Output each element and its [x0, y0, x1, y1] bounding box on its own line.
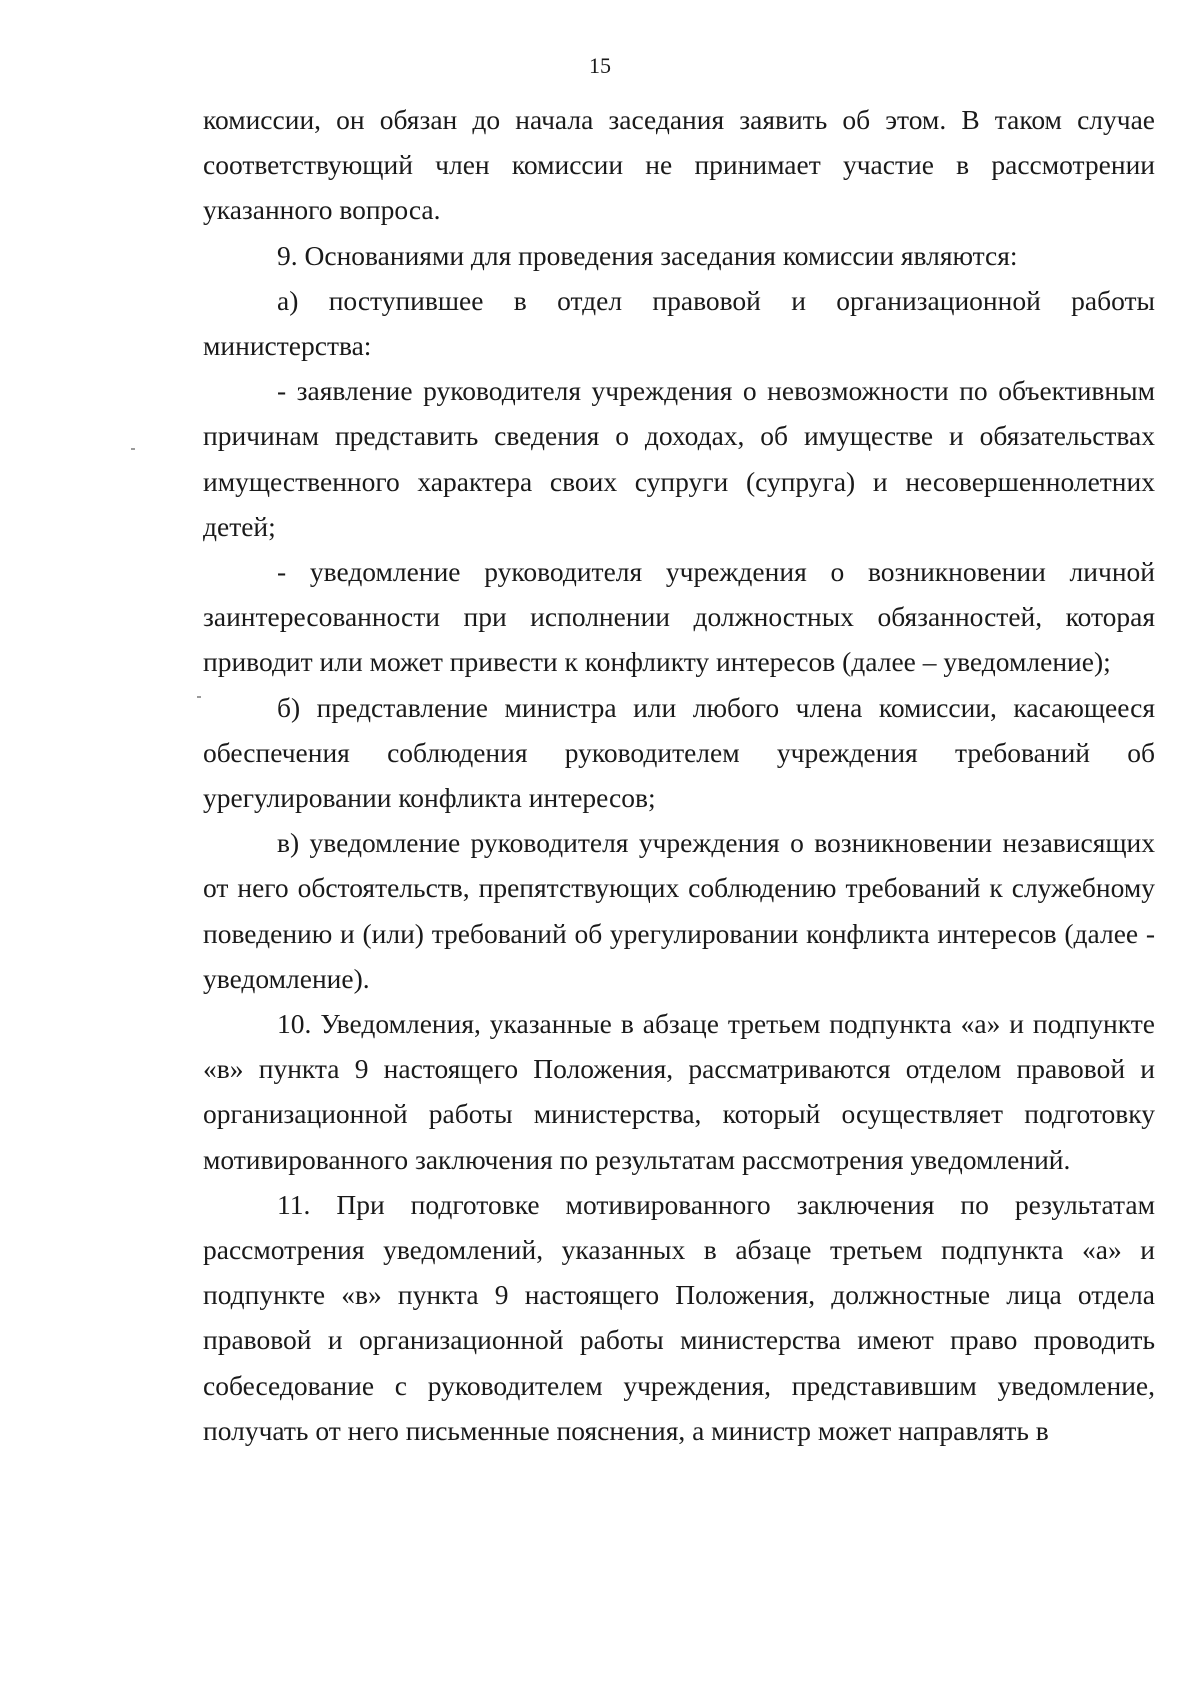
paragraph-item-9a: а) поступившее в отдел правовой и организационной работы министерства: [203, 284, 1155, 362]
paragraph-item-9a-notification: - уведомление руководителя учреждения о возникновении личной заинтересованности при исполнении должностных обязанностей, которая приводит или может привести к конфликту интересов (далее – уведомление); [203, 556, 1155, 678]
scan-speck [197, 696, 201, 698]
paragraph-item-9v: в) уведомление руководителя учреждения о возникновении независящих от него обстоятельств, препятствующих соблюдению требований к служебному поведению и (или) требований об урегулировании конфликта интересов (далее - уведомление). [203, 827, 1155, 994]
page-number: 15 [589, 53, 611, 78]
document-body [203, 97, 1155, 1453]
scan-speck [131, 448, 135, 450]
paragraph-item-10: 10. Уведомления, указанные в абзаце третьем подпункта «а» и подпункте «в» пункта 9 настоящего Положения, рассматриваются отделом правовой и организационной работы министерства, который осуществляет подготовку мотивированного заключения по результатам рассмотрения уведомлений. [203, 1008, 1155, 1175]
paragraph-item-11: 11. При подготовке мотивированного заключения по результатам рассмотрения уведомлений, указанных в абзаце третьем подпункта «а» и подпункте «в» пункта 9 настоящего Положения, должностные лица отдела правовой и организационной работы министерства имеют право проводить собеседование с руководителем учреждения, представившим уведомление, получать от него письменные пояснения, а министр может направлять в [203, 1188, 1155, 1446]
paragraph-commission-continuation: комиссии, он обязан до начала заседания заявить об этом. В таком случае соответствующий член комиссии не принимает участие в рассмотрении указанного вопроса. [203, 104, 1155, 226]
paragraph-item-9a-statement: - заявление руководителя учреждения о невозможности по объективным причинам представить сведения о доходах, об имуществе и обязательствах имущественного характера своих супруги (супруга) и несовершеннолетних детей; [203, 375, 1155, 542]
paragraph-item-9b: б) представление министра или любого члена комиссии, касающееся обеспечения соблюдения руководителем учреждения требований об урегулировании конфликта интересов; [203, 691, 1155, 814]
paragraph-item-9: 9. Основаниями для проведения заседания комиссии являются: [277, 239, 1018, 271]
